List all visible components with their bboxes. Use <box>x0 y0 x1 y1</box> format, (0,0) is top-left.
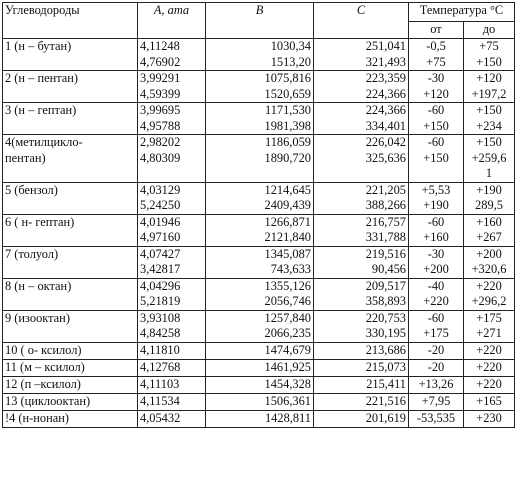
cell-a-line: 3,42817 <box>140 262 181 276</box>
cell-temp-to <box>464 376 515 393</box>
cell-temp-from-line: +120 <box>423 86 449 101</box>
cell-b-line: 1981,398 <box>264 118 311 133</box>
cell-temp-from-line: -60 <box>427 310 445 325</box>
cell-b-line: 1257,840 <box>264 310 311 325</box>
cell-c-line: 213,686 <box>365 342 406 357</box>
cell-temp-to-line: 289,5 <box>475 198 503 212</box>
cell-b-line: 1461,925 <box>264 359 311 374</box>
cell-c <box>314 71 409 103</box>
cell-c-line: 221,516 <box>365 393 406 408</box>
cell-c <box>314 310 409 342</box>
cell-b <box>206 246 314 278</box>
cell-temp-from-line: -20 <box>427 342 445 357</box>
cell-temp-from-line: -30 <box>427 246 445 261</box>
cell-b-line: 1513,20 <box>270 54 311 69</box>
cell-c-line: 215,073 <box>365 359 406 374</box>
cell-c-line: 330,195 <box>365 326 406 340</box>
cell-temp-to-line: +120 <box>476 71 502 85</box>
cell-c <box>314 393 409 410</box>
cell-temp-from-line: +200 <box>423 262 449 276</box>
cell-c-line: 216,757 <box>365 214 406 229</box>
cell-a-line: 2,98202 <box>140 135 181 149</box>
cell-c-line: 251,041 <box>365 39 406 53</box>
cell-hydrocarbon <box>3 103 138 135</box>
cell-temp-to <box>464 103 515 135</box>
cell-temp-to-line: +150 <box>476 103 502 117</box>
cell-hydrocarbon <box>3 71 138 103</box>
cell-b <box>206 214 314 246</box>
cell-c <box>314 135 409 183</box>
table-row <box>3 214 515 246</box>
cell-a-line: 4,84258 <box>140 326 181 340</box>
cell-temp-from <box>409 359 464 376</box>
cell-a <box>138 71 206 103</box>
cell-temp-from-line: +75 <box>426 54 446 69</box>
cell-hydrocarbon <box>3 310 138 342</box>
cell-temp-to-line: +200 <box>476 246 502 261</box>
cell-c-line: 220,753 <box>365 310 406 325</box>
cell-hydrocarbon-line: 11 (м – ксилол) <box>5 359 85 374</box>
cell-b-line: 1454,328 <box>264 376 311 391</box>
hydrocarbon-constants-table <box>2 2 515 428</box>
cell-c <box>314 103 409 135</box>
cell-temp-to-line: +150 <box>476 54 502 69</box>
cell-c-line: 334,401 <box>365 118 406 133</box>
cell-temp-from <box>409 182 464 214</box>
cell-temp-from <box>409 71 464 103</box>
cell-b <box>206 278 314 310</box>
cell-b-line: 1890,720 <box>264 150 311 165</box>
cell-temp-from-line: +160 <box>423 230 449 244</box>
cell-c-line: 358,893 <box>365 294 406 308</box>
cell-temp-from-line: -53,535 <box>416 410 456 425</box>
cell-temp-from-line: +175 <box>423 326 449 340</box>
cell-a-line: 4,76902 <box>140 54 181 69</box>
cell-b-line: 1345,087 <box>264 246 311 261</box>
cell-temp-to-line: +271 <box>476 326 502 340</box>
header-hydrocarbons: Углеводороды <box>3 3 138 39</box>
cell-temp-from-line: +220 <box>423 294 449 308</box>
cell-temp-from <box>409 214 464 246</box>
cell-b-line: 1075,816 <box>264 71 311 85</box>
cell-a-line: 4,05432 <box>140 410 181 425</box>
cell-c <box>314 278 409 310</box>
header-c: C <box>314 3 409 39</box>
cell-a-line: 4,11810 <box>140 342 180 357</box>
cell-b-line: 1186,059 <box>264 135 311 149</box>
cell-temp-to-line: +150 <box>476 135 502 149</box>
cell-temp-from-line: +190 <box>423 198 449 212</box>
cell-hydrocarbon <box>3 342 138 359</box>
cell-c-line: 215,411 <box>366 376 406 391</box>
cell-a-line: 4,11248 <box>140 39 180 53</box>
cell-a-line: 3,93108 <box>140 310 181 325</box>
cell-temp-from-line: -0,5 <box>426 39 446 53</box>
cell-temp-to <box>464 342 515 359</box>
cell-temp-to-line: +197,2 <box>471 86 507 101</box>
cell-c-line: 224,366 <box>365 103 406 117</box>
cell-c-line: 224,366 <box>365 86 406 101</box>
cell-temp-to-line: +220 <box>476 376 502 391</box>
table-row <box>3 103 515 135</box>
cell-temp-to-line: +165 <box>476 393 502 408</box>
table-row <box>3 393 515 410</box>
cell-a-line: 5,21819 <box>140 294 181 308</box>
cell-temp-from-line: +150 <box>423 118 449 133</box>
cell-hydrocarbon <box>3 410 138 427</box>
cell-hydrocarbon <box>3 214 138 246</box>
cell-temp-to-line: +75 <box>479 39 499 53</box>
cell-c-line: 221,205 <box>365 182 406 197</box>
cell-c <box>314 376 409 393</box>
cell-temp-from <box>409 135 464 183</box>
cell-temp-to-line: +220 <box>476 359 502 374</box>
cell-a <box>138 182 206 214</box>
cell-hydrocarbon <box>3 39 138 71</box>
cell-temp-from <box>409 410 464 427</box>
cell-c <box>314 182 409 214</box>
header-a: A, ата <box>138 3 206 39</box>
header-temperature: Температура °C <box>409 3 515 22</box>
cell-b <box>206 182 314 214</box>
table-row <box>3 246 515 278</box>
cell-b-line: 743,633 <box>270 262 311 276</box>
cell-temp-to <box>464 359 515 376</box>
cell-a-line: 4,80309 <box>140 150 181 165</box>
cell-a-line: 4,11534 <box>140 393 180 408</box>
cell-c-line: 325,636 <box>365 150 406 165</box>
cell-a-line: 5,24250 <box>140 198 181 212</box>
cell-b-line: 1214,645 <box>264 182 311 197</box>
header-b: B <box>206 3 314 39</box>
cell-hydrocarbon-line: 2 (н – пентан) <box>5 71 79 85</box>
cell-hydrocarbon-line: 6 ( н- гептан) <box>5 214 75 229</box>
cell-b-line: 1506,361 <box>264 393 311 408</box>
cell-hydrocarbon-line: 10 ( о- ксилол) <box>5 342 82 357</box>
cell-b-line: 1171,530 <box>264 103 311 117</box>
cell-hydrocarbon-line: 4(метилцикло- <box>5 135 83 149</box>
cell-c-line: 219,516 <box>365 246 406 261</box>
cell-b-line: 1266,871 <box>264 214 311 229</box>
cell-a-line: 4,07427 <box>140 246 181 261</box>
cell-b <box>206 103 314 135</box>
table-row <box>3 278 515 310</box>
cell-a <box>138 39 206 71</box>
cell-temp-to <box>464 182 515 214</box>
cell-temp-to <box>464 135 515 183</box>
cell-temp-from <box>409 376 464 393</box>
cell-b <box>206 310 314 342</box>
cell-a-line: 4,04296 <box>140 278 181 293</box>
cell-temp-to <box>464 393 515 410</box>
cell-temp-to <box>464 278 515 310</box>
cell-temp-from-line: -60 <box>427 135 445 149</box>
table-row <box>3 410 515 427</box>
cell-a <box>138 342 206 359</box>
cell-a-line: 3,99695 <box>140 103 181 117</box>
cell-temp-from-line: +7,95 <box>421 393 451 408</box>
cell-hydrocarbon <box>3 393 138 410</box>
cell-a <box>138 393 206 410</box>
cell-hydrocarbon <box>3 278 138 310</box>
cell-b-line: 2066,235 <box>264 326 311 340</box>
table-header-row <box>3 3 515 22</box>
cell-a-line: 4,03129 <box>140 182 181 197</box>
cell-temp-to-line: +259,6 <box>471 150 507 165</box>
cell-b <box>206 393 314 410</box>
cell-hydrocarbon <box>3 376 138 393</box>
table-body <box>3 39 515 428</box>
table-row <box>3 359 515 376</box>
cell-a <box>138 410 206 427</box>
cell-temp-to-line: +267 <box>476 230 502 244</box>
cell-temp-to-line: +220 <box>476 278 502 293</box>
cell-temp-from-line: +13,26 <box>418 376 454 391</box>
cell-temp-to-line: 1 <box>485 166 493 180</box>
cell-temp-from <box>409 39 464 71</box>
cell-hydrocarbon-line: пентан) <box>5 150 46 165</box>
cell-temp-to-line: +220 <box>476 342 502 357</box>
cell-temp-from <box>409 342 464 359</box>
cell-c-line: 223,359 <box>365 71 406 85</box>
cell-temp-from-line: -60 <box>427 103 445 117</box>
cell-b <box>206 359 314 376</box>
cell-temp-from-line: -30 <box>427 71 445 85</box>
cell-a <box>138 376 206 393</box>
cell-temp-to-line: +230 <box>476 410 502 425</box>
header-from: от <box>409 22 464 39</box>
cell-c <box>314 359 409 376</box>
cell-temp-from <box>409 278 464 310</box>
cell-temp-from <box>409 310 464 342</box>
cell-b-line: 1355,126 <box>264 278 311 293</box>
cell-temp-to-line: +190 <box>476 182 502 197</box>
cell-temp-to-line: +160 <box>476 214 502 229</box>
cell-c <box>314 342 409 359</box>
cell-a <box>138 135 206 183</box>
cell-c <box>314 410 409 427</box>
cell-b-line: 2409,439 <box>264 198 311 212</box>
cell-a <box>138 310 206 342</box>
cell-b <box>206 71 314 103</box>
cell-temp-to-line: +320,6 <box>471 262 507 276</box>
cell-temp-to <box>464 410 515 427</box>
cell-temp-to-line: +296,2 <box>471 294 507 308</box>
cell-a-line: 4,97160 <box>140 230 181 244</box>
cell-c-line: 90,456 <box>371 262 406 276</box>
cell-c-line: 321,493 <box>365 54 406 69</box>
cell-hydrocarbon <box>3 246 138 278</box>
table-row <box>3 39 515 71</box>
cell-a-line: 4,59399 <box>140 86 181 101</box>
cell-b-line: 2121,840 <box>264 230 311 244</box>
cell-hydrocarbon-line: 8 (н – октан) <box>5 278 72 293</box>
cell-hydrocarbon <box>3 359 138 376</box>
cell-a-line: 3,99291 <box>140 71 181 85</box>
cell-temp-from-line: -60 <box>427 214 445 229</box>
cell-temp-from-line: +150 <box>423 150 449 165</box>
cell-temp-to <box>464 214 515 246</box>
cell-c-line: 201,619 <box>365 410 406 425</box>
cell-temp-to <box>464 39 515 71</box>
cell-b-line: 1474,679 <box>264 342 311 357</box>
cell-hydrocarbon-line: !4 (н-нонан) <box>5 410 70 425</box>
cell-c-line: 331,788 <box>365 230 406 244</box>
cell-hydrocarbon-line: 5 (бензол) <box>5 182 58 197</box>
header-to: до <box>464 22 515 39</box>
cell-a-line: 4,11103 <box>140 376 180 391</box>
cell-hydrocarbon-line: 3 (н – гептан) <box>5 103 77 117</box>
cell-b <box>206 39 314 71</box>
cell-hydrocarbon <box>3 182 138 214</box>
cell-b-line: 2056,746 <box>264 294 311 308</box>
cell-hydrocarbon-line: 7 (толуол) <box>5 246 59 261</box>
cell-hydrocarbon <box>3 135 138 183</box>
cell-a <box>138 359 206 376</box>
cell-temp-from <box>409 246 464 278</box>
table-row <box>3 342 515 359</box>
cell-temp-to-line: +175 <box>476 310 502 325</box>
cell-a <box>138 278 206 310</box>
cell-a <box>138 103 206 135</box>
cell-temp-from <box>409 103 464 135</box>
cell-b <box>206 342 314 359</box>
table-row <box>3 376 515 393</box>
cell-temp-to <box>464 71 515 103</box>
table-row <box>3 135 515 183</box>
cell-b-line: 1030,34 <box>270 39 311 53</box>
cell-b <box>206 410 314 427</box>
cell-temp-to <box>464 246 515 278</box>
cell-a <box>138 246 206 278</box>
cell-temp-from <box>409 393 464 410</box>
cell-b <box>206 135 314 183</box>
cell-a-line: 4,12768 <box>140 359 181 374</box>
table-row <box>3 71 515 103</box>
cell-c-line: 226,042 <box>365 135 406 149</box>
cell-c-line: 209,517 <box>365 278 406 293</box>
cell-hydrocarbon-line: 13 (циклооктан) <box>5 393 91 408</box>
cell-temp-from-line: +5,53 <box>421 182 451 197</box>
cell-temp-to <box>464 310 515 342</box>
table-row <box>3 310 515 342</box>
cell-c <box>314 39 409 71</box>
cell-temp-from-line: -40 <box>427 278 445 293</box>
cell-hydrocarbon-line: 12 (п –ксилол) <box>5 376 81 391</box>
cell-c <box>314 246 409 278</box>
cell-hydrocarbon-line: 9 (изооктан) <box>5 310 70 325</box>
cell-b-line: 1520,659 <box>264 86 311 101</box>
cell-b-line: 1428,811 <box>264 410 311 425</box>
table-row <box>3 182 515 214</box>
cell-a-line: 4,95788 <box>140 118 181 133</box>
cell-hydrocarbon-line: 1 (н – бутан) <box>5 39 72 53</box>
cell-temp-from-line: -20 <box>427 359 445 374</box>
cell-a-line: 4,01946 <box>140 214 181 229</box>
cell-a <box>138 214 206 246</box>
cell-c-line: 388,266 <box>365 198 406 212</box>
cell-temp-to-line: +234 <box>476 118 502 133</box>
cell-c <box>314 214 409 246</box>
cell-b <box>206 376 314 393</box>
